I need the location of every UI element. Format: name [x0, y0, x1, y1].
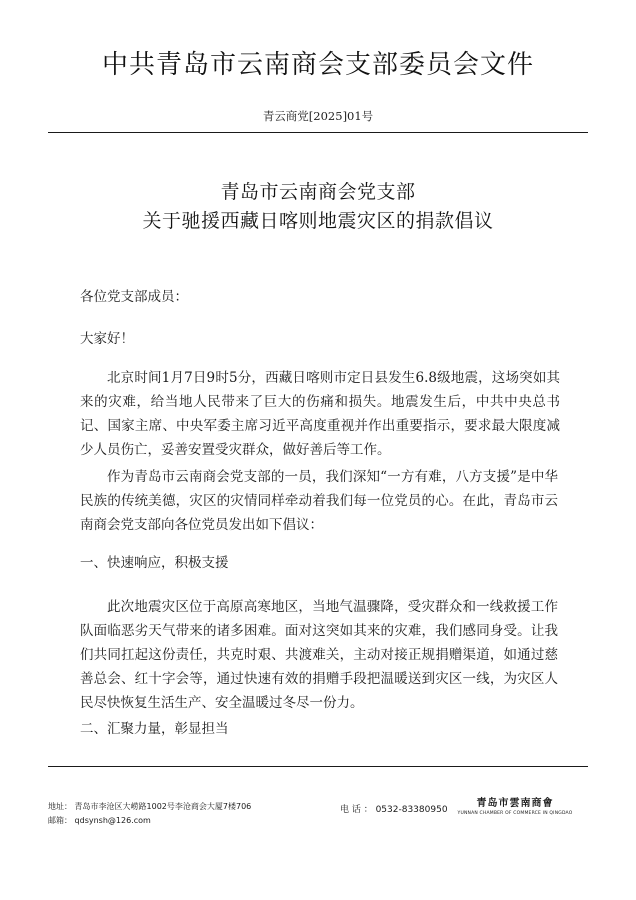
footer-phone: 电 话 ： 0532-83380950: [340, 805, 448, 815]
salutation: 各位党支部成员：: [80, 289, 188, 305]
chamber-logo: [450, 794, 580, 816]
section-heading-2: 二、汇聚力量，彰显担当: [80, 721, 229, 737]
header-divider: [48, 132, 588, 133]
title-line-2: 关于驰援西藏日喀则地震灾区的捐款倡议: [142, 210, 494, 232]
paragraph-1: 北京时间1月7日9时5分，西藏日喀则市定日县发生6.8级地震，这场突如其来的灾难，给当地人民带来了巨大的伤痛和损失。地震发生后，中共中央总书记、国家主席、中央军委主席习近平高度重视并作出重要指示，要求最大限度减少人员伤亡，妥善安置受灾群众，做好善后等工作。: [80, 370, 560, 458]
footer-email: 邮箱： qdsynsh@126.com: [48, 816, 151, 825]
logo-chinese-name: 青岛市雲南商會: [476, 798, 554, 809]
logo-english-name: YUNNAN CHAMBER OF COMMERCE IN QINGDAO: [457, 811, 573, 816]
footer-address: 地址： 青岛市李沧区大崂路1002号李沧商会大厦7楼706: [48, 802, 252, 811]
paragraph-2: 作为青岛市云南商会党支部的一员，我们深知“一方有难，八方支援”是中华民族的传统美德，灾区的灾情同样牵动着我们每一位党员的心。在此，青岛市云南商会党支部向各位党员发出如下倡议：: [80, 469, 558, 533]
title-line-1: 青岛市云南商会党支部: [220, 181, 416, 203]
document-header-title: 中共青岛市云南商会支部委员会文件: [101, 50, 534, 80]
section-heading-1: 一、快速响应，积极支援: [80, 555, 229, 571]
greeting: 大家好！: [80, 331, 134, 347]
footer-divider: [48, 766, 588, 767]
document-number: 青云商党[2025]01号: [262, 109, 374, 123]
paragraph-3: 此次地震灾区位于高原高寒地区，当地气温骤降，受灾群众和一线救援工作队面临恶劣天气带来的诸多困难。面对这突如其来的灾难，我们感同身受。让我们共同扛起这份责任，共克时艰、共渡难关，主动对接正规捐赠渠道，如通过慈善总会、红十字会等，通过快速有效的捐赠手段把温暖送到灾区一线，为灾区人民尽快恢复生活生产、安全温暖过冬尽一份力。: [80, 599, 558, 711]
